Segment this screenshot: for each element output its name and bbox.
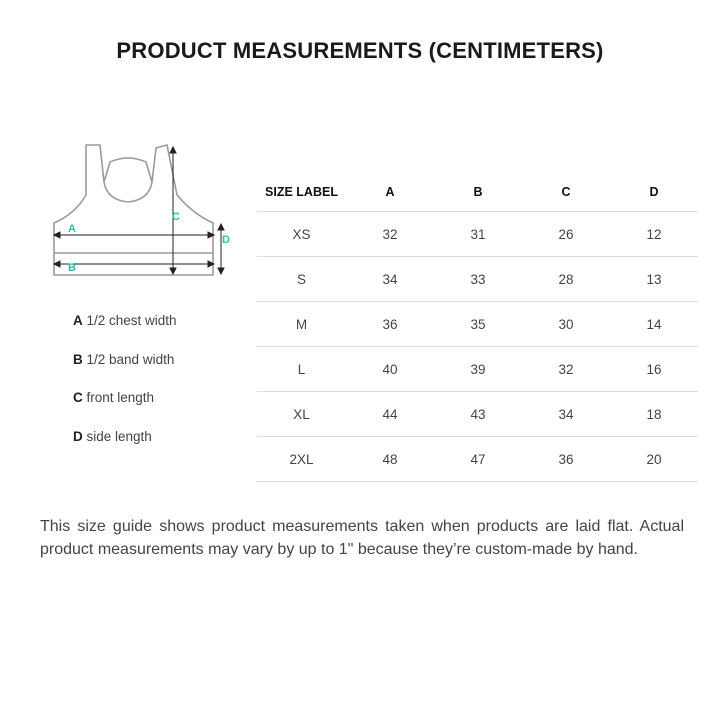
value-cell: 32 <box>346 212 434 257</box>
value-cell: 32 <box>522 347 610 392</box>
table-header-row <box>257 172 698 212</box>
value-cell: 12 <box>610 212 698 257</box>
legend-key: C <box>73 390 83 405</box>
side-arrow-bottom <box>218 268 224 274</box>
size-cell: S <box>257 257 346 302</box>
table-row <box>257 392 698 437</box>
legend-item-a <box>73 313 177 352</box>
value-cell: 20 <box>610 437 698 482</box>
bra-outline <box>54 145 213 275</box>
header-c: C <box>561 184 571 199</box>
value-cell: 28 <box>522 257 610 302</box>
legend-key: A <box>73 313 83 328</box>
table-row <box>257 347 698 392</box>
size-cell: 2XL <box>257 437 346 482</box>
value-cell: 39 <box>434 347 522 392</box>
value-cell: 43 <box>434 392 522 437</box>
size-table <box>257 172 698 482</box>
diagram-label-c: C <box>172 211 180 223</box>
front-arrow-top <box>170 147 176 153</box>
legend-text: 1/2 band width <box>86 351 175 367</box>
value-cell: 34 <box>346 257 434 302</box>
header-size-label: SIZE LABEL <box>265 184 338 199</box>
value-cell: 16 <box>610 347 698 392</box>
value-cell: 34 <box>522 392 610 437</box>
value-cell: 14 <box>610 302 698 347</box>
legend-key: D <box>73 428 83 444</box>
legend-text: side length <box>86 428 152 444</box>
measurement-legend <box>73 313 177 467</box>
legend-item-c <box>73 390 177 429</box>
header-a: A <box>385 184 395 199</box>
size-cell: M <box>257 302 346 347</box>
value-cell: 36 <box>522 437 610 482</box>
value-cell: 33 <box>434 257 522 302</box>
legend-text: front length <box>86 390 155 405</box>
side-arrow-top <box>218 224 224 230</box>
diagram-label-a: A <box>68 223 76 235</box>
front-arrow-bottom <box>170 268 176 274</box>
table-row <box>257 257 698 302</box>
value-cell: 36 <box>346 302 434 347</box>
value-cell: 13 <box>610 257 698 302</box>
sports-bra-diagram <box>48 140 238 280</box>
page-title: PRODUCT MEASUREMENTS (CENTIMETERS) <box>116 38 604 63</box>
value-cell: 44 <box>346 392 434 437</box>
bra-inner-strap <box>104 158 152 182</box>
size-guide-note: This size guide shows product measurements taken when products are laid flat. Actual product measurements may vary by up to 1" because they’re custom-made by hand. <box>40 518 684 558</box>
size-cell: XS <box>257 212 346 257</box>
header-b: B <box>473 184 483 199</box>
header-d: D <box>649 184 659 199</box>
size-cell: XL <box>257 392 346 437</box>
chest-arrow-left <box>54 232 60 238</box>
legend-item-b <box>73 352 177 391</box>
value-cell: 31 <box>434 212 522 257</box>
band-arrow-left <box>54 261 60 267</box>
value-cell: 26 <box>522 212 610 257</box>
value-cell: 30 <box>522 302 610 347</box>
legend-item-d <box>73 429 177 468</box>
size-cell: L <box>257 347 346 392</box>
table-row <box>257 302 698 347</box>
legend-text: 1/2 chest width <box>86 313 177 328</box>
legend-key: B <box>73 351 83 367</box>
table-row <box>257 437 698 482</box>
value-cell: 18 <box>610 392 698 437</box>
table-row <box>257 212 698 257</box>
value-cell: 47 <box>434 437 522 482</box>
diagram-label-d: D <box>222 234 230 246</box>
diagram-label-b: B <box>68 262 76 274</box>
value-cell: 35 <box>434 302 522 347</box>
value-cell: 48 <box>346 437 434 482</box>
value-cell: 40 <box>346 347 434 392</box>
